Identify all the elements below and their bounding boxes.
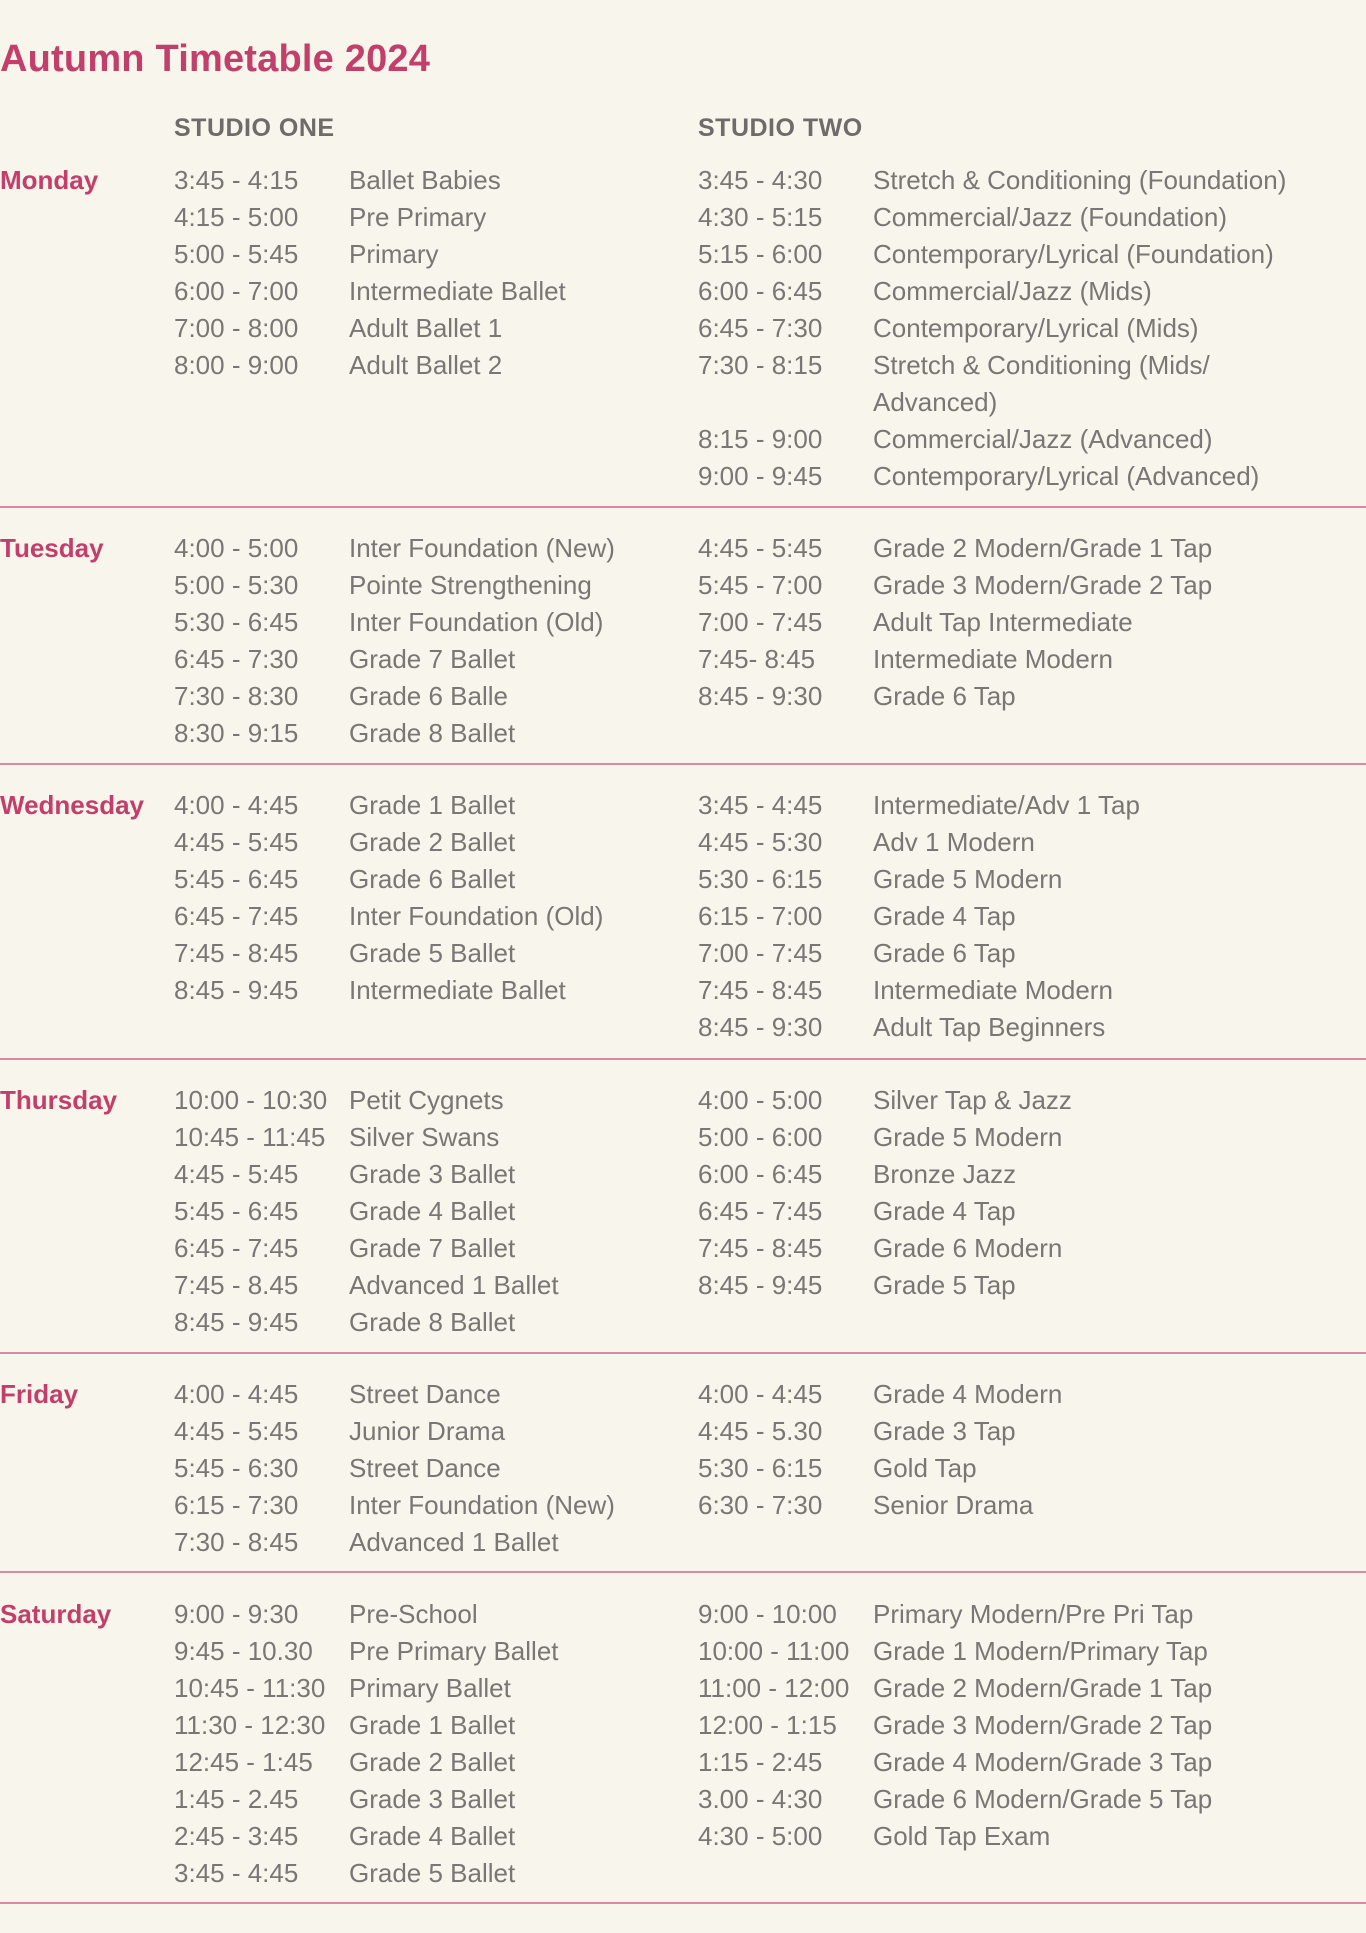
class-name: Contemporary/Lyrical (Foundation) xyxy=(873,239,1274,269)
class-row xyxy=(698,787,1338,824)
class-name: Grade 4 Modern xyxy=(873,1379,1063,1409)
day-label: Friday xyxy=(0,1379,79,1409)
class-time: 5:45 - 6:45 xyxy=(174,864,299,894)
class-row xyxy=(698,1082,1338,1119)
class-name: Grade 6 Modern xyxy=(873,1233,1063,1263)
class-row xyxy=(698,530,1338,567)
class-time: 11:00 - 12:00 xyxy=(698,1673,850,1703)
class-time: 4:30 - 5:15 xyxy=(698,202,823,232)
day-label: Wednesday xyxy=(0,790,145,820)
class-time: 9:00 - 9:45 xyxy=(698,461,823,491)
class-row xyxy=(698,1596,1338,1633)
class-name: Grade 6 Balle xyxy=(349,681,508,711)
class-name: Grade 4 Modern/Grade 3 Tap xyxy=(873,1747,1213,1777)
class-row xyxy=(698,1450,1338,1487)
studio-two-heading: STUDIO TWO xyxy=(698,114,863,142)
class-time: 3:45 - 4:15 xyxy=(174,165,299,195)
day-label: Saturday xyxy=(0,1599,112,1629)
class-row xyxy=(174,604,694,641)
class-time: 1:15 - 2:45 xyxy=(698,1747,823,1777)
section-divider xyxy=(0,506,1366,508)
class-name: Gold Tap Exam xyxy=(873,1821,1051,1851)
section-divider xyxy=(0,763,1366,765)
class-row xyxy=(698,604,1338,641)
class-name: Grade 8 Ballet xyxy=(349,1307,516,1337)
class-time: 6:00 - 6:45 xyxy=(698,276,823,306)
class-time: 10:45 - 11:30 xyxy=(174,1673,326,1703)
class-time: 10:00 - 11:00 xyxy=(698,1636,850,1666)
class-time: 3:45 - 4:45 xyxy=(174,1858,299,1888)
class-row xyxy=(174,1707,694,1744)
class-name: Grade 5 Ballet xyxy=(349,1858,516,1888)
studio-two-schedule xyxy=(698,1376,1338,1524)
section-divider xyxy=(0,1352,1366,1354)
class-row xyxy=(698,421,1338,458)
class-row xyxy=(174,530,694,567)
class-time: 8:15 - 9:00 xyxy=(698,424,823,454)
class-name: Advanced 1 Ballet xyxy=(349,1270,559,1300)
studio-one-schedule xyxy=(174,787,694,1009)
section-divider xyxy=(0,1058,1366,1060)
class-time: 5:00 - 5:45 xyxy=(174,239,299,269)
class-row xyxy=(174,273,694,310)
class-row xyxy=(174,1633,694,1670)
class-time: 6:00 - 6:45 xyxy=(698,1159,823,1189)
class-name: Grade 3 Ballet xyxy=(349,1784,516,1814)
class-time: 12:45 - 1:45 xyxy=(174,1747,313,1777)
class-name: Grade 7 Ballet xyxy=(349,1233,516,1263)
class-name: Commercial/Jazz (Foundation) xyxy=(873,202,1228,232)
class-time: 7:45 - 8:45 xyxy=(174,938,299,968)
class-row xyxy=(174,1193,694,1230)
class-time: 4:00 - 4:45 xyxy=(174,790,299,820)
class-name: Adult Tap Beginners xyxy=(873,1012,1106,1042)
class-name: Inter Foundation (New) xyxy=(349,1490,615,1520)
class-name: Stretch & Conditioning (Foundation) xyxy=(873,165,1287,195)
class-time: 6:45 - 7:30 xyxy=(698,313,823,343)
class-name: Inter Foundation (Old) xyxy=(349,901,604,931)
class-name: Pre-School xyxy=(349,1599,478,1629)
class-name: Grade 5 Modern xyxy=(873,1122,1063,1152)
class-name: Grade 3 Ballet xyxy=(349,1159,516,1189)
class-time: 5:45 - 6:45 xyxy=(174,1196,299,1226)
class-name: Grade 4 Ballet xyxy=(349,1821,516,1851)
class-time: 4:45 - 5:30 xyxy=(698,827,823,857)
class-row xyxy=(174,236,694,273)
class-row xyxy=(174,898,694,935)
class-name: Grade 4 Ballet xyxy=(349,1196,516,1226)
class-time: 7:45 - 8:45 xyxy=(698,1233,823,1263)
class-row xyxy=(698,162,1338,199)
class-row xyxy=(174,1855,694,1892)
class-time: 7:30 - 8:15 xyxy=(698,350,823,380)
class-name: Primary xyxy=(349,239,439,269)
class-name: Grade 3 Modern/Grade 2 Tap xyxy=(873,570,1213,600)
class-name: Grade 5 Modern xyxy=(873,864,1063,894)
class-time: 6:45 - 7:45 xyxy=(698,1196,823,1226)
class-row xyxy=(698,347,1338,421)
class-row xyxy=(174,787,694,824)
class-name: Commercial/Jazz (Mids) xyxy=(873,276,1152,306)
class-row xyxy=(174,567,694,604)
class-row xyxy=(174,1267,694,1304)
class-name: Grade 2 Modern/Grade 1 Tap xyxy=(873,1673,1213,1703)
studio-one-schedule xyxy=(174,1082,694,1341)
class-name: Inter Foundation (New) xyxy=(349,533,615,563)
section-divider xyxy=(0,1571,1366,1573)
class-name: Commercial/Jazz (Advanced) xyxy=(873,424,1213,454)
class-row xyxy=(698,1781,1338,1818)
class-row xyxy=(174,641,694,678)
class-row xyxy=(698,898,1338,935)
class-row xyxy=(698,861,1338,898)
class-time: 7:30 - 8:45 xyxy=(174,1527,299,1557)
studio-two-schedule xyxy=(698,162,1338,495)
class-name: Senior Drama xyxy=(873,1490,1034,1520)
studio-one-schedule xyxy=(174,162,694,384)
class-time: 8:30 - 9:15 xyxy=(174,718,299,748)
class-row xyxy=(174,972,694,1009)
class-row xyxy=(698,1487,1338,1524)
class-name: Adult Tap Intermediate xyxy=(873,607,1133,637)
class-time: 7:00 - 7:45 xyxy=(698,607,823,637)
class-time: 7:45- 8:45 xyxy=(698,644,816,674)
class-name: Adult Ballet 1 xyxy=(349,313,503,343)
class-name: Grade 5 Tap xyxy=(873,1270,1016,1300)
class-row xyxy=(174,1818,694,1855)
class-name: Grade 8 Ballet xyxy=(349,718,516,748)
studio-one-heading: STUDIO ONE xyxy=(174,114,335,142)
class-name: Pre Primary Ballet xyxy=(349,1636,559,1666)
class-row xyxy=(174,1156,694,1193)
class-time: 4:45 - 5:45 xyxy=(174,827,299,857)
class-row xyxy=(174,1450,694,1487)
class-time: 5:00 - 5:30 xyxy=(174,570,299,600)
class-time: 10:00 - 10:30 xyxy=(174,1085,328,1115)
class-row xyxy=(698,824,1338,861)
class-row xyxy=(698,567,1338,604)
class-row xyxy=(174,678,694,715)
class-name: Grade 6 Modern/Grade 5 Tap xyxy=(873,1784,1213,1814)
studio-one-schedule xyxy=(174,1376,694,1561)
class-time: 8:45 - 9:45 xyxy=(174,975,299,1005)
class-name: Adult Ballet 2 xyxy=(349,350,503,380)
class-row xyxy=(174,1487,694,1524)
class-row xyxy=(174,1119,694,1156)
class-name: Grade 6 Tap xyxy=(873,938,1016,968)
class-row xyxy=(698,1156,1338,1193)
class-name: Grade 6 Tap xyxy=(873,681,1016,711)
class-time: 6:15 - 7:00 xyxy=(698,901,823,931)
class-row xyxy=(698,1818,1338,1855)
class-row xyxy=(698,678,1338,715)
class-time: 1:45 - 2.45 xyxy=(174,1784,299,1814)
class-time: 3:45 - 4:30 xyxy=(698,165,823,195)
day-label: Tuesday xyxy=(0,533,104,563)
class-row xyxy=(174,1781,694,1818)
class-time: 9:00 - 10:00 xyxy=(698,1599,837,1629)
class-time: 5:30 - 6:15 xyxy=(698,864,823,894)
class-row xyxy=(174,1376,694,1413)
class-time: 5:15 - 6:00 xyxy=(698,239,823,269)
class-time: 8:00 - 9:00 xyxy=(174,350,299,380)
class-name: Grade 1 Modern/Primary Tap xyxy=(873,1636,1208,1666)
class-name: Intermediate Ballet xyxy=(349,975,566,1005)
class-row xyxy=(698,1707,1338,1744)
class-time: 5:00 - 6:00 xyxy=(698,1122,823,1152)
class-time: 5:45 - 7:00 xyxy=(698,570,823,600)
class-name: Ballet Babies xyxy=(349,165,501,195)
studio-one-schedule xyxy=(174,530,694,752)
class-name: Grade 1 Ballet xyxy=(349,790,516,820)
class-time: 5:30 - 6:15 xyxy=(698,1453,823,1483)
class-name: Advanced 1 Ballet xyxy=(349,1527,559,1557)
class-row xyxy=(698,1230,1338,1267)
class-time: 9:00 - 9:30 xyxy=(174,1599,299,1629)
class-row xyxy=(174,1413,694,1450)
studio-two-schedule xyxy=(698,1596,1338,1855)
class-row xyxy=(174,1670,694,1707)
class-name: Stretch & Conditioning (Mids/ Advanced) xyxy=(873,350,1210,417)
class-name: Grade 1 Ballet xyxy=(349,1710,516,1740)
class-time: 7:45 - 8.45 xyxy=(174,1270,299,1300)
class-row xyxy=(174,1230,694,1267)
class-name: Adv 1 Modern xyxy=(873,827,1035,857)
class-name: Intermediate Modern xyxy=(873,644,1113,674)
class-time: 7:00 - 8:00 xyxy=(174,313,299,343)
class-name: Grade 2 Ballet xyxy=(349,1747,516,1777)
class-row xyxy=(174,1082,694,1119)
studio-two-schedule xyxy=(698,530,1338,715)
class-name: Street Dance xyxy=(349,1453,501,1483)
class-name: Primary Ballet xyxy=(349,1673,511,1703)
class-name: Grade 6 Ballet xyxy=(349,864,516,894)
class-row xyxy=(698,458,1338,495)
class-time: 9:45 - 10.30 xyxy=(174,1636,313,1666)
class-name: Pre Primary xyxy=(349,202,487,232)
class-name: Grade 4 Tap xyxy=(873,1196,1016,1226)
class-row xyxy=(174,199,694,236)
class-time: 4:45 - 5:45 xyxy=(174,1416,299,1446)
class-row xyxy=(174,1524,694,1561)
class-time: 3:45 - 4:45 xyxy=(698,790,823,820)
class-row xyxy=(698,199,1338,236)
class-time: 4:30 - 5:00 xyxy=(698,1821,823,1851)
class-name: Inter Foundation (Old) xyxy=(349,607,604,637)
class-name: Intermediate Ballet xyxy=(349,276,566,306)
class-row xyxy=(698,935,1338,972)
class-name: Grade 2 Ballet xyxy=(349,827,516,857)
class-name: Intermediate/Adv 1 Tap xyxy=(873,790,1140,820)
class-name: Grade 3 Modern/Grade 2 Tap xyxy=(873,1710,1213,1740)
class-name: Pointe Strengthening xyxy=(349,570,592,600)
class-name: Gold Tap xyxy=(873,1453,977,1483)
class-time: 8:45 - 9:30 xyxy=(698,1012,823,1042)
class-row xyxy=(698,273,1338,310)
class-row xyxy=(174,1304,694,1341)
class-row xyxy=(698,236,1338,273)
class-row xyxy=(698,310,1338,347)
class-row xyxy=(698,1376,1338,1413)
class-name: Junior Drama xyxy=(349,1416,506,1446)
class-name: Grade 3 Tap xyxy=(873,1416,1016,1446)
class-time: 4:45 - 5:45 xyxy=(174,1159,299,1189)
class-time: 7:45 - 8:45 xyxy=(698,975,823,1005)
studio-two-schedule xyxy=(698,1082,1338,1304)
class-time: 10:45 - 11:45 xyxy=(174,1122,326,1152)
class-time: 6:00 - 7:00 xyxy=(174,276,299,306)
class-row xyxy=(698,1193,1338,1230)
class-row xyxy=(698,1633,1338,1670)
class-name: Grade 5 Ballet xyxy=(349,938,516,968)
class-name: Street Dance xyxy=(349,1379,501,1409)
class-row xyxy=(698,1267,1338,1304)
class-row xyxy=(174,310,694,347)
class-row xyxy=(698,1119,1338,1156)
day-label: Thursday xyxy=(0,1085,118,1115)
class-time: 6:45 - 7:45 xyxy=(174,1233,299,1263)
class-time: 4:00 - 4:45 xyxy=(174,1379,299,1409)
class-row xyxy=(698,1744,1338,1781)
studio-one-schedule xyxy=(174,1596,694,1892)
class-time: 6:45 - 7:30 xyxy=(174,644,299,674)
class-row xyxy=(174,935,694,972)
class-row xyxy=(698,972,1338,1009)
class-time: 6:45 - 7:45 xyxy=(174,901,299,931)
class-row xyxy=(174,824,694,861)
class-time: 5:45 - 6:30 xyxy=(174,1453,299,1483)
class-row xyxy=(698,1413,1338,1450)
section-divider xyxy=(0,1902,1366,1904)
class-row xyxy=(698,1670,1338,1707)
day-label: Monday xyxy=(0,165,99,195)
class-time: 2:45 - 3:45 xyxy=(174,1821,299,1851)
class-time: 4:00 - 4:45 xyxy=(698,1379,823,1409)
class-name: Primary Modern/Pre Pri Tap xyxy=(873,1599,1194,1629)
class-row xyxy=(698,641,1338,678)
class-name: Intermediate Modern xyxy=(873,975,1113,1005)
class-name: Bronze Jazz xyxy=(873,1159,1017,1189)
class-time: 8:45 - 9:45 xyxy=(698,1270,823,1300)
class-name: Grade 7 Ballet xyxy=(349,644,516,674)
class-time: 7:00 - 7:45 xyxy=(698,938,823,968)
class-name: Contemporary/Lyrical (Mids) xyxy=(873,313,1199,343)
class-row xyxy=(174,162,694,199)
class-row xyxy=(174,1744,694,1781)
class-time: 8:45 - 9:45 xyxy=(174,1307,299,1337)
class-row xyxy=(174,347,694,384)
class-row xyxy=(174,715,694,752)
class-time: 4:45 - 5.30 xyxy=(698,1416,823,1446)
class-time: 8:45 - 9:30 xyxy=(698,681,823,711)
page-title: Autumn Timetable 2024 xyxy=(0,38,431,80)
class-time: 4:45 - 5:45 xyxy=(698,533,823,563)
class-name: Grade 4 Tap xyxy=(873,901,1016,931)
class-time: 11:30 - 12:30 xyxy=(174,1710,326,1740)
class-row xyxy=(698,1009,1338,1046)
class-time: 6:15 - 7:30 xyxy=(174,1490,299,1520)
class-row xyxy=(174,1596,694,1633)
class-name: Silver Swans xyxy=(349,1122,500,1152)
studio-two-schedule xyxy=(698,787,1338,1046)
class-time: 12:00 - 1:15 xyxy=(698,1710,837,1740)
class-time: 4:00 - 5:00 xyxy=(174,533,299,563)
class-name: Petit Cygnets xyxy=(349,1085,504,1115)
class-time: 4:00 - 5:00 xyxy=(698,1085,823,1115)
class-time: 7:30 - 8:30 xyxy=(174,681,299,711)
class-time: 6:30 - 7:30 xyxy=(698,1490,823,1520)
class-time: 3.00 - 4:30 xyxy=(698,1784,823,1814)
class-name: Contemporary/Lyrical (Advanced) xyxy=(873,461,1260,491)
class-name: Silver Tap & Jazz xyxy=(873,1085,1072,1115)
class-time: 4:15 - 5:00 xyxy=(174,202,299,232)
class-time: 5:30 - 6:45 xyxy=(174,607,299,637)
class-name: Grade 2 Modern/Grade 1 Tap xyxy=(873,533,1213,563)
class-row xyxy=(174,861,694,898)
